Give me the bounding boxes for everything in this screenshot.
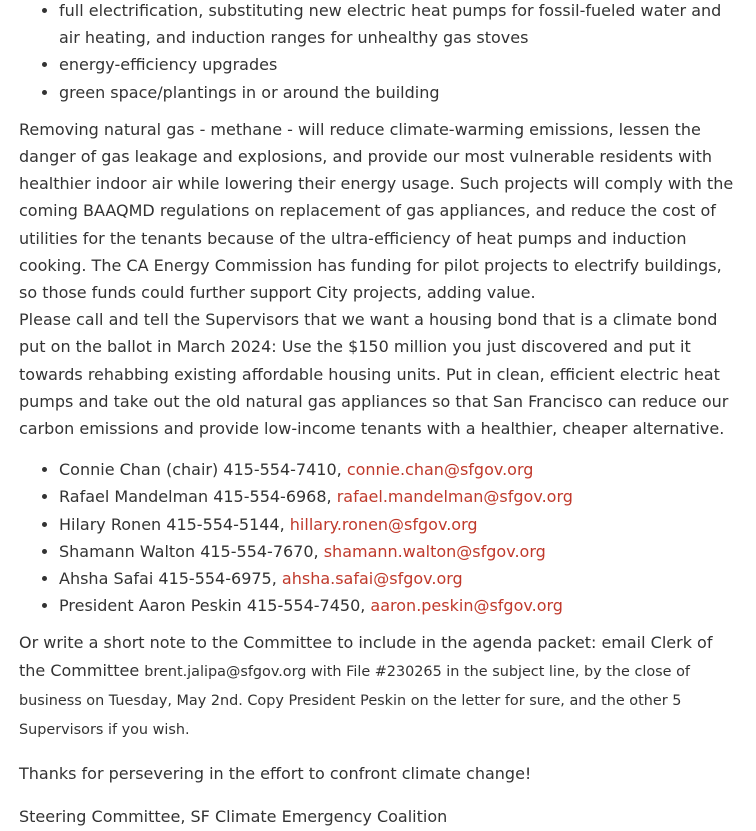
- email-link[interactable]: aaron.peskin@sfgov.org: [370, 596, 563, 616]
- contact-name-phone: Rafael Mandelman 415-554-6968,: [59, 487, 337, 507]
- list-item: • full electrification, substituting new electric heat pumps for fossil-fueled water and air heating, and induction ranges for unhealthy gas stoves: [59, 0, 743, 51]
- contact-item: [59, 592, 743, 619]
- email-link[interactable]: connie.chan@sfgov.org: [346, 460, 534, 480]
- contact-item: [59, 456, 743, 483]
- contact-name-phone: Hilary Ronen 415-554-5144,: [59, 514, 290, 534]
- email-link[interactable]: rafael.mandelman@sfgov.org: [336, 487, 573, 507]
- email-link[interactable]: ahsha.safai@sfgov.org: [281, 569, 463, 589]
- contact-name-phone: Connie Chan (chair) 415-554-7410,: [59, 460, 347, 480]
- contact-item: [59, 565, 743, 592]
- contact-item: [59, 538, 743, 565]
- note-details-text: brent.jalipa@sfgov.org with File #230265 in the subject line, by the close of business on Tuesday, May 2nd. Copy President Peskin on the letter for sure, and the other 5 Supervisors if you wish.: [19, 663, 690, 739]
- email-link[interactable]: hillary.ronen@sfgov.org: [289, 514, 478, 534]
- contact-name-phone: Ahsha Safai 415-554-6975,: [59, 569, 282, 589]
- contact-name-phone: President Aaron Peskin 415-554-7450,: [59, 596, 371, 616]
- list-item: • green space/plantings in or around the building: [59, 79, 743, 106]
- note-lead-text: Or write a short note to the Committee to include in the agenda packet: email Clerk of the Committee: [19, 633, 713, 680]
- contact-name-phone: Shamann Walton 415-554-7670,: [59, 541, 324, 561]
- supervisor-contacts-list: [19, 456, 743, 619]
- email-link[interactable]: shamann.walton@sfgov.org: [323, 541, 546, 561]
- thanks-line: Thanks for persevering in the effort to confront climate change!: [19, 764, 532, 784]
- paragraph-natural-gas: Removing natural gas - methane - will reduce climate-warming emissions, lessen the danger of gas leakage and explosions, and provide our most vulnerable residents with healthier indoor air while lowering their energy usage. Such projects will comply with the coming BAAQMD regulations on replacement of gas appliances, and reduce the cost of utilities for the tenants because of the ultra-efficiency of heat pumps and induction cooking. The CA Energy Commission has funding for pilot projects to electrify buildings, so those funds could further support City projects, adding value.: [19, 119, 734, 303]
- list-item: • energy-efficiency upgrades: [59, 51, 743, 78]
- contact-item: [59, 511, 743, 538]
- paragraph-call-to-action: Please call and tell the Supervisors that we want a housing bond that is a climate bond put on the ballot in March 2024: Use the $150 million you just discovered and put it towards rehabbing existing affordable housing units. Put in clean, efficient electric heat pumps and take out the old natural gas appliances so that San Francisco can reduce our carbon emissions and provide low-income tenants with a healthier, cheaper alternative.: [19, 310, 729, 439]
- paragraph-write-note: [19, 629, 743, 744]
- contact-item: [59, 483, 743, 510]
- project-features-list: [19, 0, 743, 106]
- signoff-line: Steering Committee, SF Climate Emergency Coalition: [19, 807, 448, 827]
